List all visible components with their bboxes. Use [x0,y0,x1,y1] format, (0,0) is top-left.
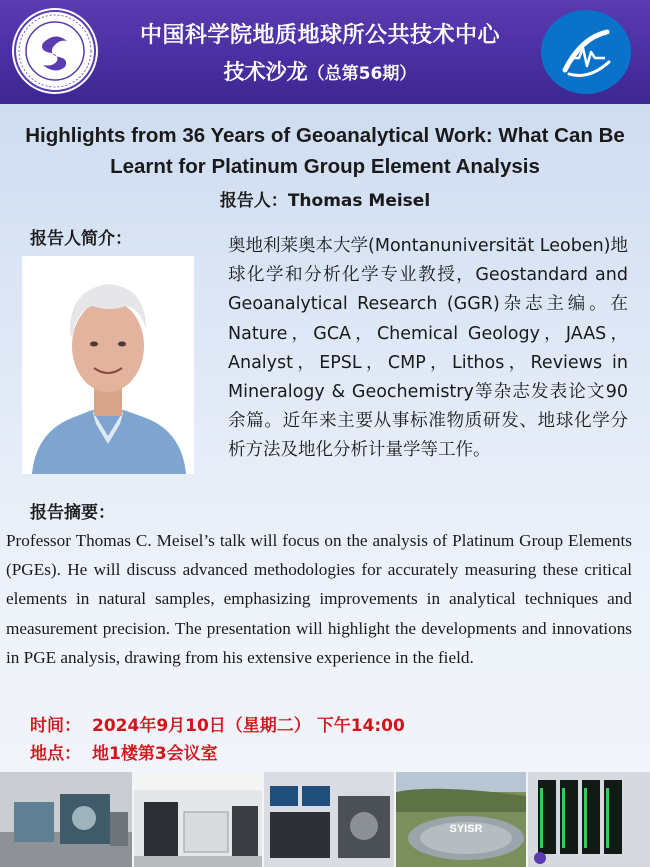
lab-photo-3 [264,772,394,867]
place-value: 地1楼第3会议室 [92,744,218,764]
abstract-heading: 报告摘要： [30,503,115,523]
iggcas-seal-icon [12,8,98,94]
place-label: 地点： [30,744,81,764]
poster-header [0,0,650,104]
building-aerial-photo [396,772,526,867]
event-time [30,711,405,736]
org-title: 中国科学院地质地球所公共技术中心 [139,23,500,48]
bio-text: 奥地利莱奥本大学(Montanuniversität Leoben)地球化学和分析化学专业教授，Geostandard and Geoanalytical Research (GGR)杂志主编。在Nature，GCA，Chemical Geology，JAAS，Analyst，EPSL，CMP，Lithos，Reviews in Mineralogy & Geochemistry等杂志发表论文90余篇。近年来主要从事标准物质研发、地球化学分析方法及地化分析计量学等工作。 [228,236,628,461]
lab-photo-2 [134,772,262,867]
event-place [30,739,218,764]
lab-photo-1 [0,772,132,867]
salon-title [100,56,540,86]
time-value: 2024年9月10日（星期二） 下午14:00 [92,716,405,736]
abstract-text: Professor Thomas C. Meisel’s talk will focus on the analysis of Platinum Group Elements (PGEs). He will discuss advanced methodologies for accurately measuring these critical elements in natural samples, emphasizing improvements in analytical techniques and measurement precision. The presentation will highlight the developments and innovations in PGE analysis, drawing from his extensive experience in the field. [6,531,632,667]
speaker-portrait [22,256,194,474]
salon-name: 技术沙龙 [223,60,308,84]
facility-photo-strip [0,772,650,867]
server-room-photo [528,772,650,867]
tech-center-wave-icon [541,10,631,94]
time-label: 时间： [30,716,81,736]
salon-issue: （总第56期） [307,64,417,84]
bio-heading: 报告人简介： [30,229,132,249]
talk-title: Highlights from 36 Years of Geoanalytical Work: What Can Be Learnt for Platinum Group Element Analysis [25,124,625,178]
building-sign: SYISR [449,823,483,835]
speaker-label: 报告人： [219,191,288,211]
speaker-name: Thomas Meisel [287,191,431,211]
speaker-line [0,186,650,211]
